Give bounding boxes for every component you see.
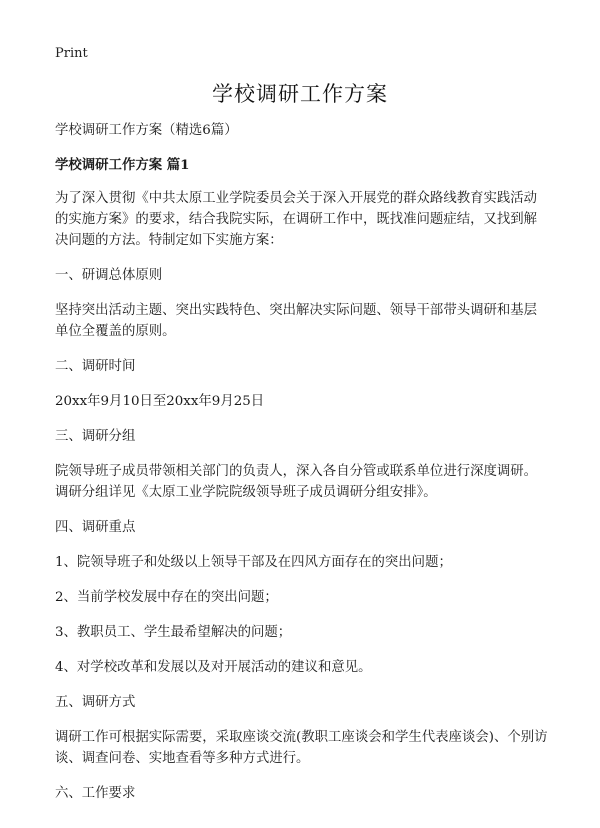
heading-principles: 一、研调总体原则 (55, 268, 163, 283)
heading-focus: 四、调研重点 (55, 520, 136, 535)
principles-paragraph: 坚持突出活动主题、突出实践特色、突出解决实际问题、领导干部带头调研和基层单位全覆盖的原则。 (55, 303, 538, 339)
time-paragraph: 20xx年9月10日至20xx年9月25日 (55, 394, 265, 409)
focus-item: 2、当前学校发展中存在的突出问题； (55, 590, 278, 605)
heading-time: 二、调研时间 (55, 359, 136, 374)
heading-methods: 五、调研方式 (55, 695, 136, 710)
focus-item: 4、对学校改革和发展以及对开展活动的建议和意见。 (55, 660, 372, 675)
methods-paragraph: 调研工作可根据实际需要，采取座谈交流(教职工座谈会和学生代表座谈会)、个别访谈、调查问卷、实地查看等多种方式进行。 (55, 730, 548, 766)
intro-paragraph: 为了深入贯彻《中共太原工业学院委员会关于深入开展党的群众路线教育实践活动的实施方案》的要求，结合我院实际，在调研工作中，既找准问题症结，又找到解决问题的方法。特制定如下实施方案： (55, 191, 538, 248)
focus-item: 3、教职员工、学生最希望解决的问题； (55, 625, 292, 640)
heading-groups: 三、调研分组 (55, 429, 136, 444)
section-heading: 学校调研工作方案 篇1 (55, 157, 190, 173)
document-subtitle: 学校调研工作方案（精选6篇） (55, 123, 238, 138)
document-title: 学校调研工作方案 (212, 82, 388, 106)
print-link[interactable]: Print (55, 46, 88, 61)
focus-item: 1、院领导班子和处级以上领导干部及在四风方面存在的突出问题； (55, 555, 452, 570)
groups-paragraph: 院领导班子成员带领相关部门的负责人，深入各自分管或联系单位进行深度调研。调研分组详见《太原工业学院院级领导班子成员调研分组安排》。 (55, 464, 538, 500)
heading-requirements: 六、工作要求 (55, 786, 136, 801)
document-body (55, 120, 550, 818)
